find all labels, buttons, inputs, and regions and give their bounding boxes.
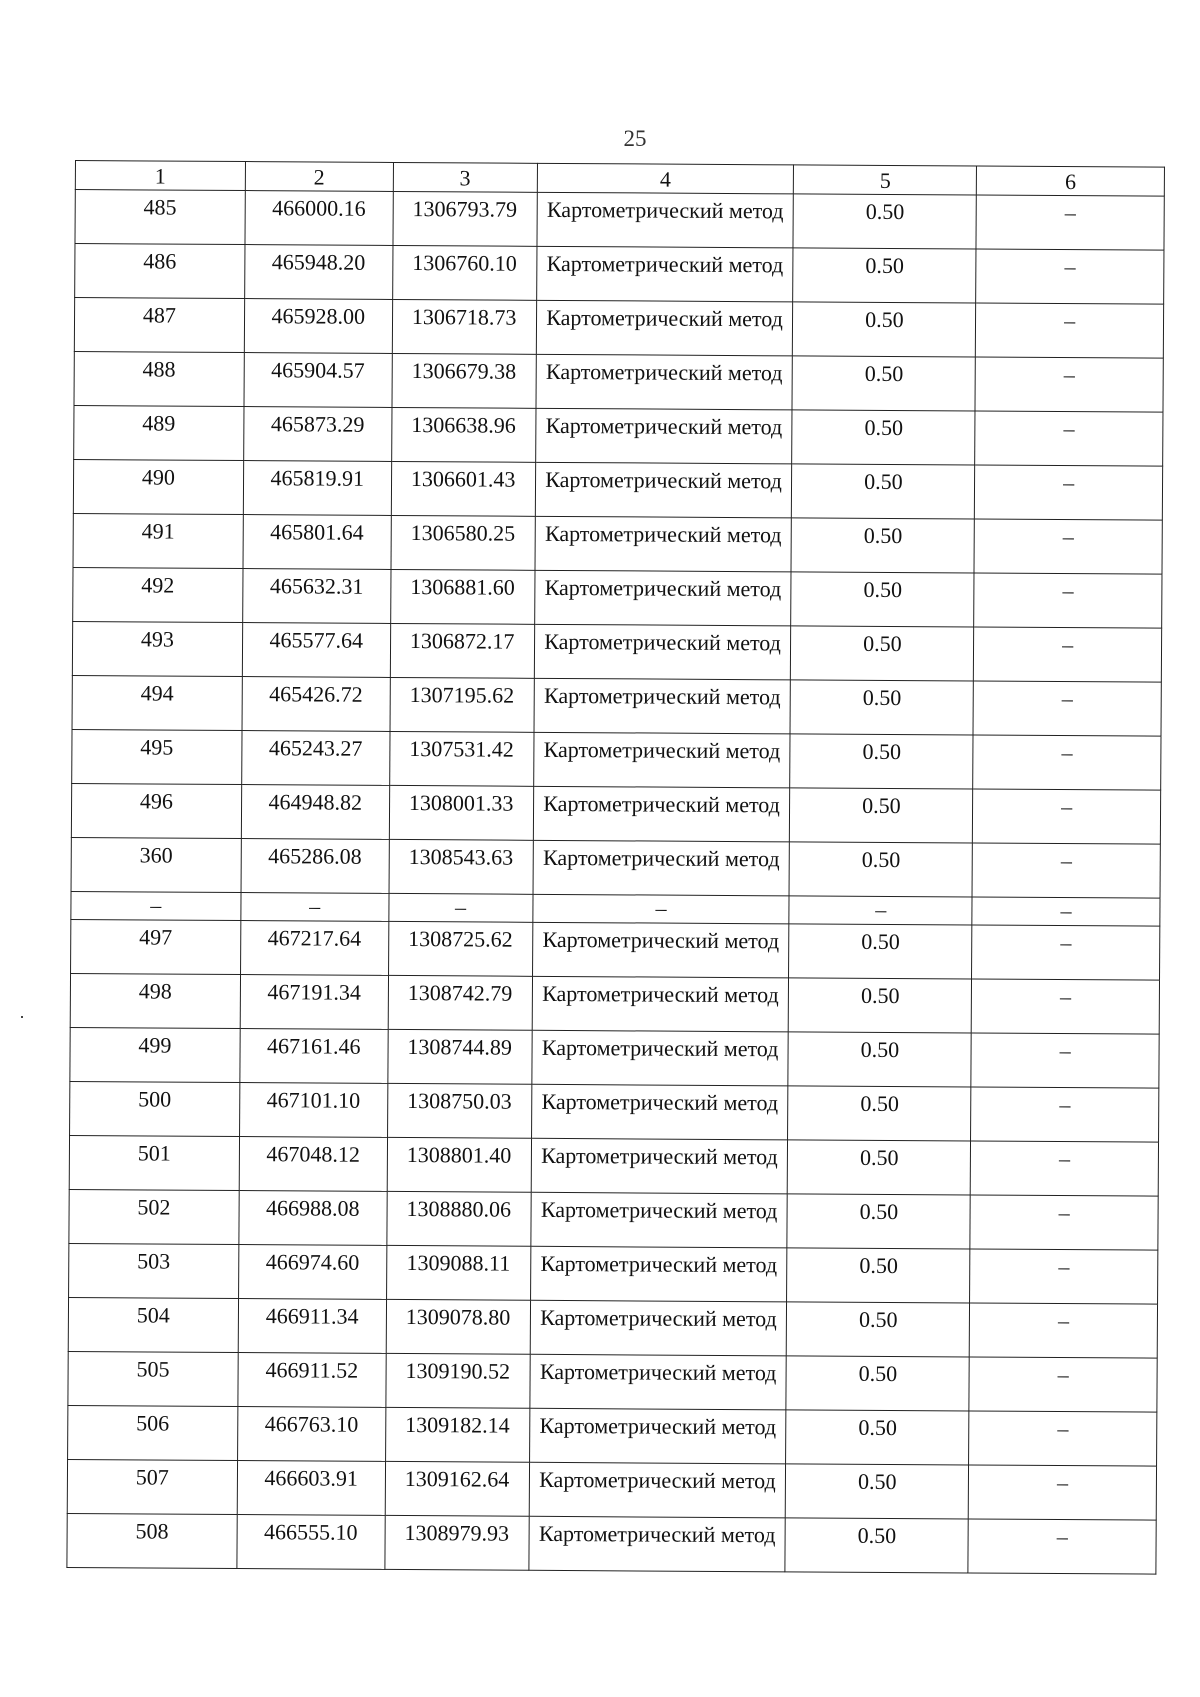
method-cell: Картометрический метод: [536, 246, 793, 302]
point-number-cell: 492: [73, 567, 243, 622]
accuracy-cell: 0.50: [793, 194, 976, 249]
y-coordinate-cell: 1308801.40: [387, 1137, 531, 1192]
x-coordinate-cell: 465819.91: [243, 461, 391, 516]
note-cell: –: [975, 411, 1163, 466]
method-cell: Картометрический метод: [529, 1462, 786, 1518]
x-coordinate-cell: 467101.10: [239, 1083, 387, 1138]
point-number-cell: 495: [72, 729, 242, 784]
method-cell: Картометрический метод: [530, 1246, 787, 1302]
y-coordinate-cell: 1307195.62: [390, 677, 534, 732]
accuracy-cell: 0.50: [789, 924, 972, 979]
point-number-cell: 505: [68, 1351, 238, 1406]
y-coordinate-cell: 1308543.63: [389, 839, 533, 894]
y-coordinate-cell: 1308725.62: [388, 921, 532, 976]
point-number-cell: 499: [70, 1027, 240, 1082]
point-number-cell: 506: [68, 1405, 238, 1460]
note-cell: –: [968, 1465, 1156, 1520]
x-coordinate-cell: 466555.10: [237, 1515, 385, 1570]
note-cell: –: [975, 357, 1163, 412]
y-coordinate-cell: 1309182.14: [385, 1407, 529, 1462]
point-number-cell: 485: [75, 190, 245, 245]
point-number-cell: 508: [67, 1513, 237, 1568]
method-cell: Картометрический метод: [536, 354, 793, 410]
point-number-cell: 497: [71, 919, 241, 974]
y-coordinate-cell: 1306881.60: [390, 569, 534, 624]
scan-speck: [21, 1016, 23, 1018]
y-coordinate-cell: 1306580.25: [391, 515, 535, 570]
table-row: [73, 567, 1162, 628]
accuracy-cell: 0.50: [791, 572, 974, 627]
y-coordinate-cell: 1309078.80: [386, 1299, 530, 1354]
accuracy-cell: 0.50: [790, 734, 973, 789]
point-number-cell: 500: [70, 1081, 240, 1136]
x-coordinate-cell: 466988.08: [239, 1191, 387, 1246]
note-cell: –: [969, 1357, 1157, 1412]
accuracy-cell: –: [789, 896, 972, 925]
y-coordinate-cell: 1307531.42: [389, 731, 533, 786]
x-coordinate-cell: 466911.52: [238, 1353, 386, 1408]
y-coordinate-cell: 1308750.03: [387, 1083, 531, 1138]
table-row: [72, 675, 1161, 736]
note-cell: –: [973, 789, 1161, 844]
method-cell: Картометрический метод: [535, 462, 792, 518]
note-cell: –: [973, 681, 1161, 736]
accuracy-cell: 0.50: [788, 1140, 971, 1195]
method-cell: Картометрический метод: [533, 786, 790, 842]
y-coordinate-cell: 1308001.33: [389, 785, 533, 840]
y-coordinate-cell: 1308742.79: [388, 975, 532, 1030]
note-cell: –: [971, 1087, 1159, 1142]
table-row: [72, 621, 1161, 682]
method-cell: Картометрический метод: [534, 570, 791, 626]
table-row: [74, 405, 1163, 466]
accuracy-cell: 0.50: [788, 1032, 971, 1087]
y-coordinate-cell: 1306760.10: [392, 245, 536, 300]
y-coordinate-cell: 1308880.06: [387, 1191, 531, 1246]
note-cell: –: [976, 249, 1164, 304]
accuracy-cell: 0.50: [792, 464, 975, 519]
x-coordinate-cell: 465873.29: [243, 407, 391, 462]
table-row: [68, 1297, 1157, 1358]
x-coordinate-cell: 465928.00: [244, 299, 392, 354]
accuracy-cell: 0.50: [791, 626, 974, 681]
note-cell: –: [972, 897, 1160, 926]
table-row: [71, 837, 1160, 898]
table-row: [70, 1027, 1159, 1088]
method-cell: Картометрический метод: [529, 1354, 786, 1410]
table-row: [67, 1459, 1156, 1520]
table-row: [71, 919, 1160, 980]
method-cell: Картометрический метод: [530, 1192, 787, 1248]
x-coordinate-cell: 465426.72: [242, 677, 390, 732]
table-row: [73, 459, 1162, 520]
accuracy-cell: 0.50: [785, 1518, 968, 1573]
note-cell: –: [968, 1519, 1156, 1574]
x-coordinate-cell: 465801.64: [243, 515, 391, 570]
table-row: [69, 1189, 1158, 1250]
method-cell: Картометрический метод: [529, 1408, 786, 1464]
accuracy-cell: 0.50: [792, 356, 975, 411]
x-coordinate-cell: 467191.34: [240, 975, 388, 1030]
table-row: [71, 783, 1160, 844]
accuracy-cell: 0.50: [786, 1464, 969, 1519]
table-row: [68, 1351, 1157, 1412]
accuracy-cell: 0.50: [787, 1248, 970, 1303]
column-header-2: 2: [245, 162, 393, 192]
method-cell: Картометрический метод: [536, 300, 793, 356]
note-cell: –: [971, 1033, 1159, 1088]
y-coordinate-cell: 1306679.38: [392, 353, 536, 408]
point-number-cell: 498: [70, 973, 240, 1028]
y-coordinate-cell: 1306718.73: [392, 299, 536, 354]
note-cell: –: [974, 519, 1162, 574]
y-coordinate-cell: 1306601.43: [391, 461, 535, 516]
x-coordinate-cell: 465632.31: [242, 569, 390, 624]
x-coordinate-cell: 465948.20: [244, 245, 392, 300]
table-row: [74, 298, 1163, 359]
method-cell: Картометрический метод: [532, 976, 789, 1032]
note-cell: –: [969, 1411, 1157, 1466]
method-cell: –: [532, 894, 789, 924]
x-coordinate-cell: 465243.27: [241, 731, 389, 786]
point-number-cell: 507: [67, 1459, 237, 1514]
point-number-cell: 493: [72, 621, 242, 676]
y-coordinate-cell: 1306872.17: [390, 623, 534, 678]
accuracy-cell: 0.50: [793, 248, 976, 303]
x-coordinate-cell: 465577.64: [242, 623, 390, 678]
x-coordinate-cell: 467217.64: [240, 921, 388, 976]
note-cell: –: [975, 465, 1163, 520]
table-row: [67, 1513, 1156, 1574]
method-cell: Картометрический метод: [533, 840, 790, 896]
method-cell: Картометрический метод: [537, 192, 794, 248]
accuracy-cell: 0.50: [791, 518, 974, 573]
point-number-cell: 490: [73, 459, 243, 514]
point-number-cell: –: [71, 891, 241, 920]
x-coordinate-cell: 467048.12: [239, 1137, 387, 1192]
accuracy-cell: 0.50: [793, 302, 976, 357]
note-cell: –: [974, 627, 1162, 682]
method-cell: Картометрический метод: [532, 922, 789, 978]
accuracy-cell: 0.50: [790, 788, 973, 843]
accuracy-cell: 0.50: [786, 1356, 969, 1411]
table-row: [69, 1135, 1158, 1196]
point-number-cell: 360: [71, 837, 241, 892]
method-cell: Картометрический метод: [534, 624, 791, 680]
y-coordinate-cell: 1309088.11: [386, 1245, 530, 1300]
y-coordinate-cell: 1309162.64: [385, 1461, 529, 1516]
note-cell: –: [976, 303, 1164, 358]
note-cell: –: [973, 735, 1161, 790]
x-coordinate-cell: –: [241, 893, 389, 922]
point-number-cell: 491: [73, 513, 243, 568]
accuracy-cell: 0.50: [788, 1086, 971, 1141]
table-row: [70, 1081, 1159, 1142]
note-cell: –: [972, 843, 1160, 898]
y-coordinate-cell: 1306638.96: [391, 407, 535, 462]
accuracy-cell: 0.50: [789, 978, 972, 1033]
x-coordinate-cell: 464948.82: [241, 785, 389, 840]
method-cell: Картометрический метод: [534, 678, 791, 734]
x-coordinate-cell: 465904.57: [244, 353, 392, 408]
x-coordinate-cell: 465286.08: [241, 839, 389, 894]
accuracy-cell: 0.50: [787, 1194, 970, 1249]
point-number-cell: 494: [72, 675, 242, 730]
table-row: [75, 244, 1164, 305]
accuracy-cell: 0.50: [786, 1410, 969, 1465]
table-row: [75, 190, 1164, 251]
point-number-cell: 488: [74, 351, 244, 406]
note-cell: –: [976, 195, 1164, 250]
y-coordinate-cell: 1308744.89: [388, 1029, 532, 1084]
note-cell: –: [974, 573, 1162, 628]
point-number-cell: 504: [68, 1297, 238, 1352]
y-coordinate-cell: 1308979.93: [385, 1515, 529, 1570]
table-row: [72, 729, 1161, 790]
column-header-4: 4: [537, 163, 794, 194]
note-cell: –: [970, 1141, 1158, 1196]
note-cell: –: [969, 1303, 1157, 1358]
point-number-cell: 503: [69, 1243, 239, 1298]
method-cell: Картометрический метод: [531, 1084, 788, 1140]
note-cell: –: [970, 1249, 1158, 1304]
point-number-cell: 501: [69, 1135, 239, 1190]
method-cell: Картометрический метод: [535, 516, 792, 572]
column-header-6: 6: [977, 166, 1165, 196]
column-header-1: 1: [75, 161, 245, 191]
method-cell: Картометрический метод: [533, 732, 790, 788]
accuracy-cell: 0.50: [790, 680, 973, 735]
method-cell: Картометрический метод: [531, 1030, 788, 1086]
table-row: [74, 351, 1163, 412]
note-cell: –: [970, 1195, 1158, 1250]
coordinates-table: [66, 160, 1165, 1575]
x-coordinate-cell: 466603.91: [237, 1461, 385, 1516]
table-row: [73, 513, 1162, 574]
method-cell: Картометрический метод: [535, 408, 792, 464]
point-number-cell: 502: [69, 1189, 239, 1244]
table-body: [67, 190, 1164, 1575]
y-coordinate-cell: 1306793.79: [393, 191, 537, 246]
x-coordinate-cell: 467161.46: [240, 1029, 388, 1084]
note-cell: –: [971, 979, 1159, 1034]
accuracy-cell: 0.50: [790, 842, 973, 897]
x-coordinate-cell: 466000.16: [245, 191, 393, 246]
point-number-cell: 487: [74, 298, 244, 353]
table-row: [69, 1243, 1158, 1304]
x-coordinate-cell: 466763.10: [237, 1407, 385, 1462]
accuracy-cell: 0.50: [792, 410, 975, 465]
y-coordinate-cell: –: [389, 893, 533, 922]
x-coordinate-cell: 466911.34: [238, 1299, 386, 1354]
method-cell: Картометрический метод: [531, 1138, 788, 1194]
table-row: [68, 1405, 1157, 1466]
method-cell: Картометрический метод: [530, 1300, 787, 1356]
page-number: 25: [623, 126, 647, 151]
method-cell: Картометрический метод: [529, 1516, 786, 1572]
point-number-cell: 489: [74, 405, 244, 460]
column-header-5: 5: [794, 165, 977, 195]
note-cell: –: [972, 925, 1160, 980]
column-header-3: 3: [393, 162, 537, 192]
table-row: [70, 973, 1159, 1034]
y-coordinate-cell: 1309190.52: [386, 1353, 530, 1408]
point-number-cell: 496: [71, 783, 241, 838]
x-coordinate-cell: 466974.60: [238, 1245, 386, 1300]
point-number-cell: 486: [75, 244, 245, 299]
accuracy-cell: 0.50: [787, 1302, 970, 1357]
